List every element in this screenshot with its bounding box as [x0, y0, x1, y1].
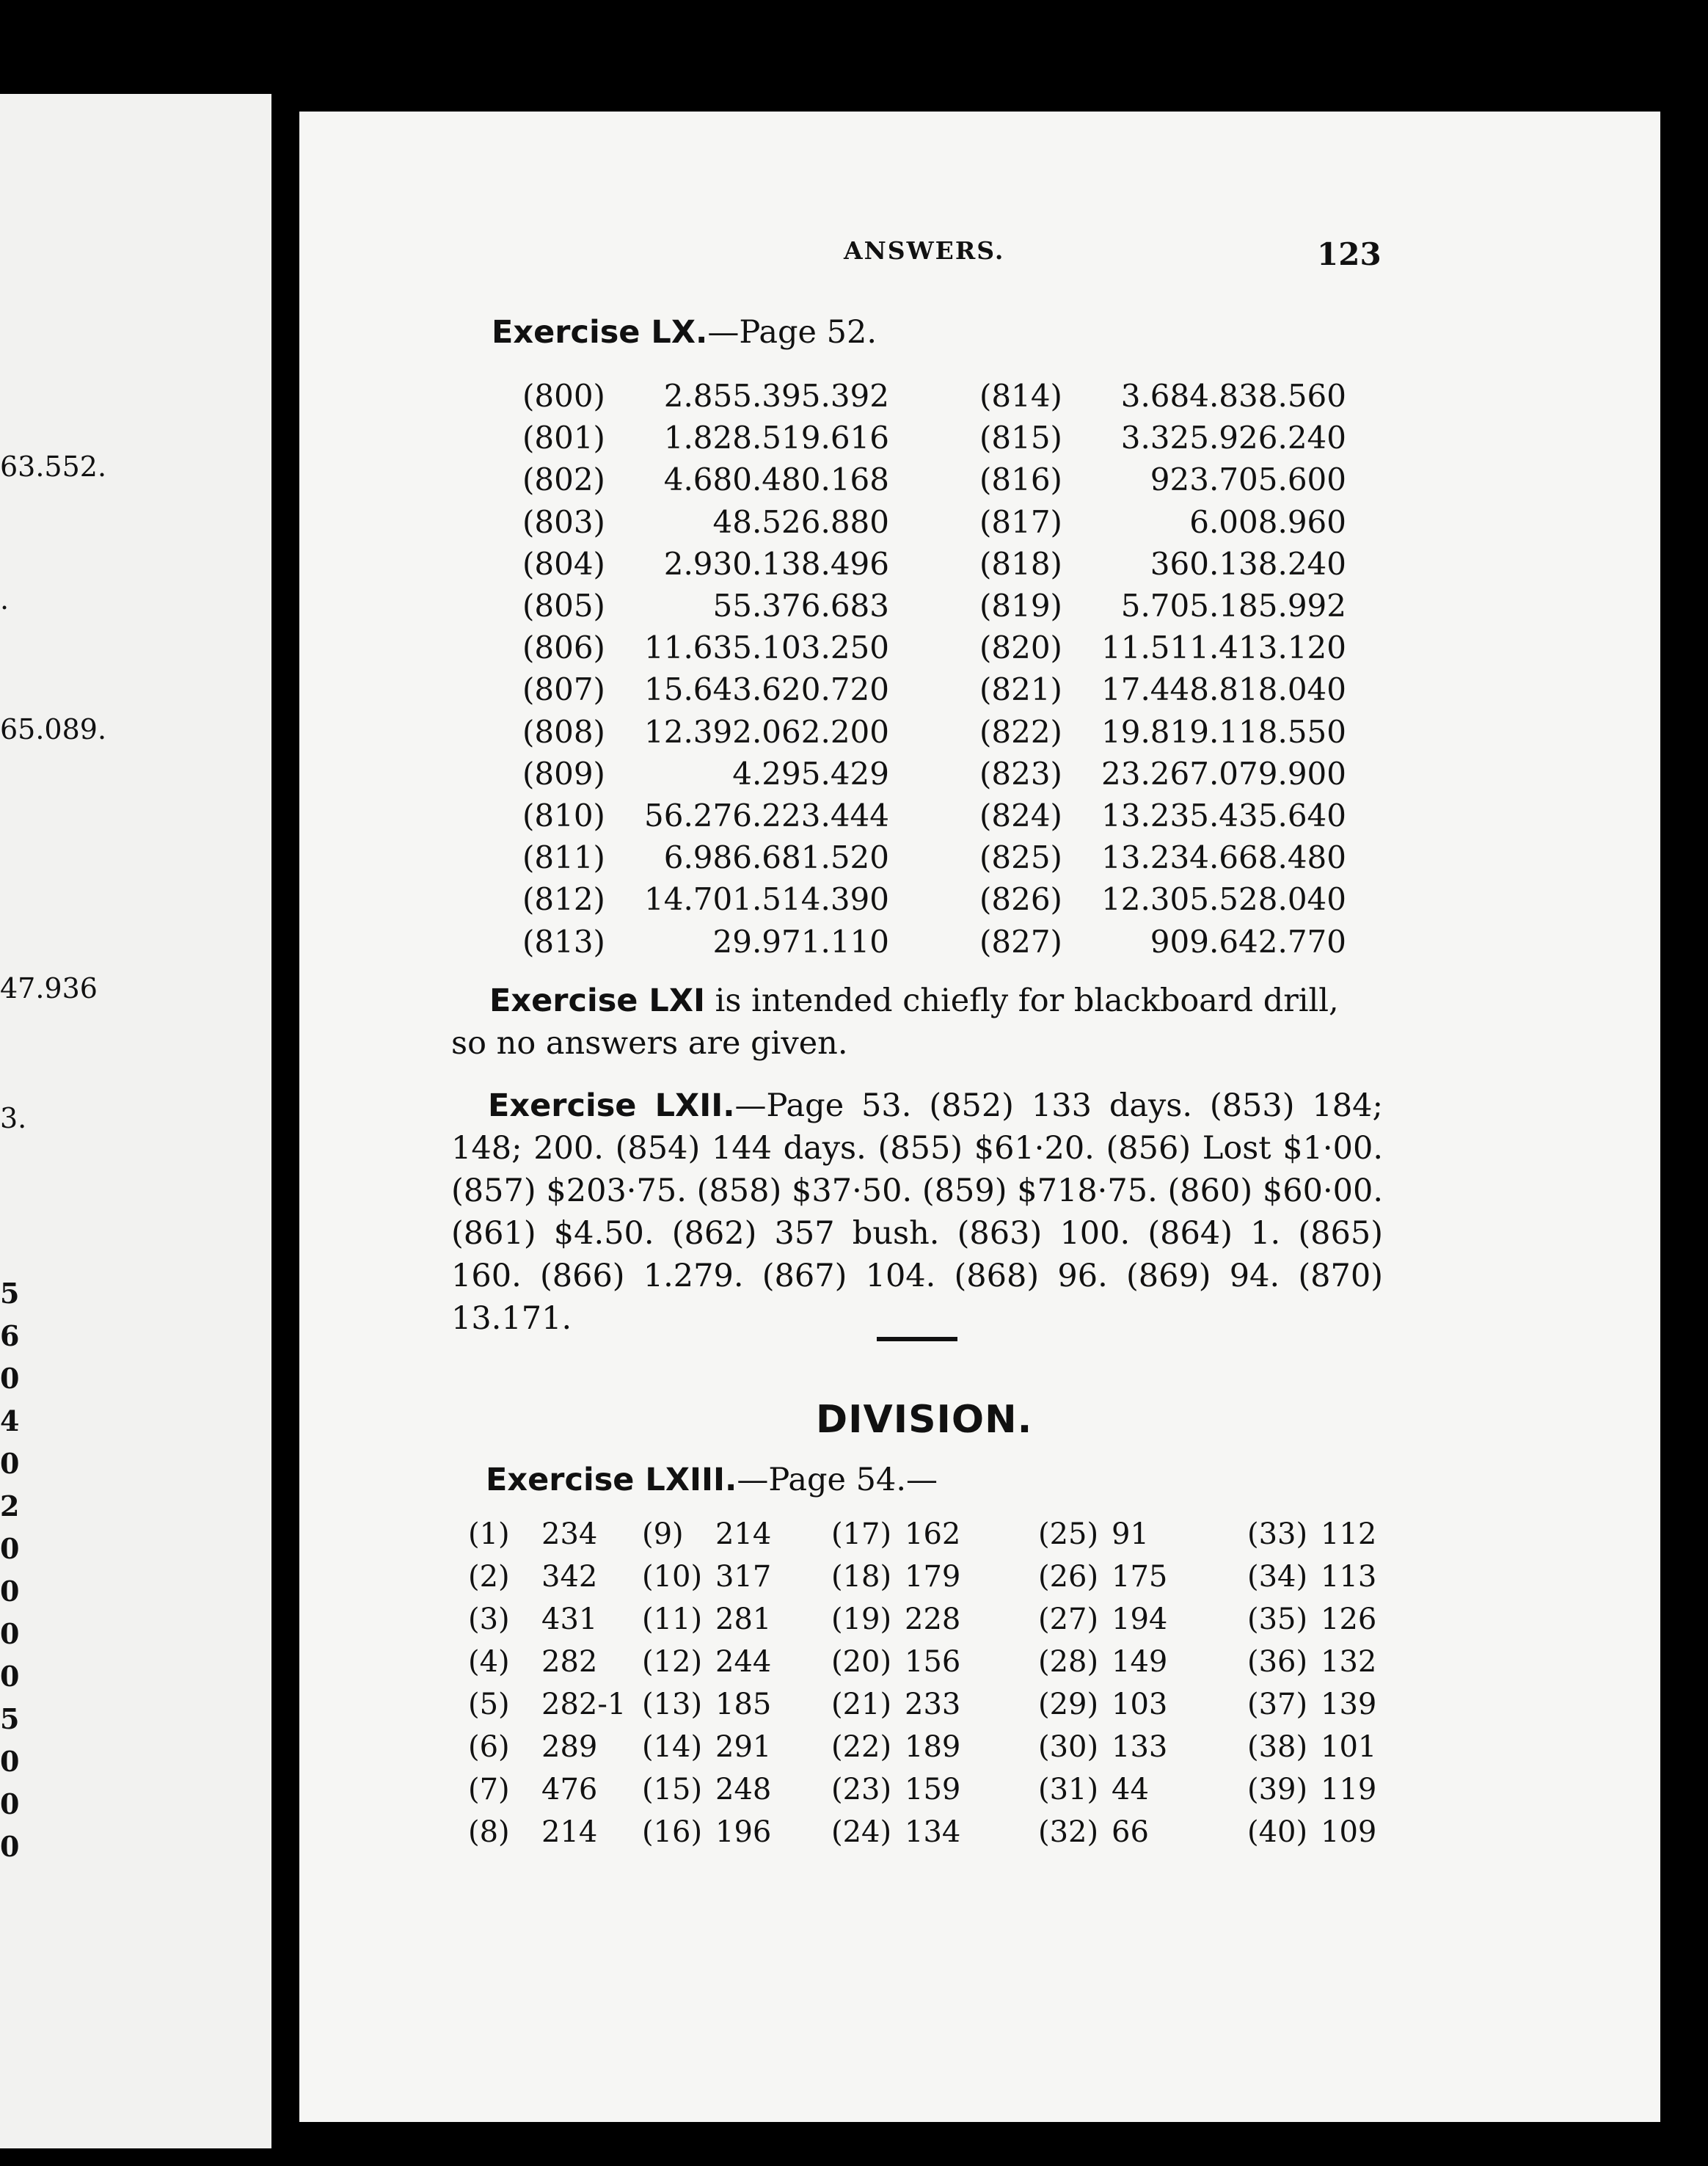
- division-answer: [1247, 1815, 1394, 1849]
- answer-row: [979, 798, 1346, 834]
- division-answer-value: 156: [905, 1645, 961, 1679]
- answer-number: (820): [979, 630, 1062, 666]
- division-answer-value: 139: [1321, 1688, 1377, 1721]
- answer-value: 909.642.770: [1150, 923, 1346, 960]
- division-answer-number: (2): [468, 1560, 510, 1594]
- division-answer-number: (30): [1038, 1730, 1099, 1764]
- division-answer-value: 282: [541, 1645, 598, 1679]
- answer-value: 2.855.395.392: [663, 378, 889, 414]
- answer-value: 19.819.118.550: [1101, 713, 1346, 750]
- division-answer-number: (18): [831, 1560, 892, 1594]
- division-answer-value: 149: [1112, 1645, 1168, 1679]
- division-answer: [831, 1688, 978, 1721]
- answer-value: 13.235.435.640: [1101, 798, 1346, 834]
- answer-value: 4.295.429: [732, 755, 889, 792]
- division-answer-number: (38): [1247, 1730, 1308, 1764]
- answer-row: [979, 924, 1346, 960]
- section-divider: [877, 1337, 957, 1341]
- division-answer-value: 44: [1112, 1773, 1149, 1806]
- answer-row: [522, 839, 889, 875]
- page-number: 123: [1317, 236, 1382, 272]
- division-answer-number: (20): [831, 1645, 892, 1679]
- division-answer-number: (39): [1247, 1773, 1308, 1806]
- division-answer: [642, 1688, 789, 1721]
- division-answer-value: 103: [1112, 1688, 1168, 1721]
- division-answer-number: (34): [1247, 1560, 1308, 1594]
- answer-value: 11.635.103.250: [644, 630, 889, 666]
- previous-page-fragment: .: [0, 583, 10, 616]
- division-answer-value: 289: [541, 1730, 598, 1764]
- answer-number: (802): [522, 462, 605, 498]
- division-answer-number: (36): [1247, 1645, 1308, 1679]
- answer-row: [522, 714, 889, 750]
- previous-page-digit: 0: [0, 1447, 20, 1480]
- answer-number: (809): [522, 755, 605, 792]
- answer-value: 17.448.818.040: [1101, 671, 1346, 708]
- answer-row: [979, 714, 1346, 750]
- answer-number: (801): [522, 420, 605, 456]
- previous-page-digit: 4: [0, 1404, 20, 1437]
- division-answer-value: 112: [1321, 1517, 1377, 1551]
- division-answer: [642, 1602, 789, 1636]
- division-answer-value: 119: [1321, 1773, 1377, 1806]
- exercise-lxi-text: is intended chiefly for blackboard drill, so no answers are given.: [451, 982, 1339, 1062]
- division-answer: [1038, 1645, 1185, 1679]
- answer-row: [522, 924, 889, 960]
- division-answer-number: (25): [1038, 1517, 1099, 1551]
- answer-number: (804): [522, 545, 605, 582]
- division-answer-number: (22): [831, 1730, 892, 1764]
- division-answer-value: 244: [715, 1645, 772, 1679]
- answer-number: (814): [979, 378, 1062, 414]
- division-answer-value: 101: [1321, 1730, 1377, 1764]
- exercise-lxi-title: Exercise LXI: [489, 982, 705, 1019]
- division-answer-value: 233: [905, 1688, 961, 1721]
- division-answer-value: 248: [715, 1773, 772, 1806]
- answer-row: [979, 462, 1346, 497]
- previous-page-digit: 0: [0, 1660, 20, 1693]
- answer-number: (827): [979, 923, 1062, 960]
- previous-page-digit: 6: [0, 1319, 20, 1352]
- running-head: ANSWERS.: [844, 236, 1005, 265]
- exercise-lxii-paragraph: [451, 1084, 1383, 1340]
- division-answer: [1038, 1773, 1185, 1806]
- answer-value: 360.138.240: [1150, 545, 1346, 582]
- answer-row: [979, 420, 1346, 456]
- division-answer: [1247, 1730, 1394, 1764]
- answer-row: [522, 546, 889, 582]
- division-answer: [468, 1560, 615, 1594]
- answer-row: [522, 462, 889, 497]
- answer-number: (818): [979, 545, 1062, 582]
- answer-value: 11.511.413.120: [1101, 630, 1346, 666]
- division-answer: [468, 1517, 615, 1551]
- division-answer: [1038, 1815, 1185, 1849]
- answer-value: 3.684.838.560: [1120, 378, 1346, 414]
- answer-row: [522, 588, 889, 624]
- division-answer: [1038, 1688, 1185, 1721]
- previous-page-digit: 0: [0, 1532, 20, 1565]
- answer-number: (823): [979, 755, 1062, 792]
- division-answer-value: 162: [905, 1517, 961, 1551]
- answer-value: 1.828.519.616: [663, 420, 889, 456]
- answer-row: [522, 881, 889, 917]
- answer-row: [979, 504, 1346, 540]
- division-answer-number: (8): [468, 1815, 510, 1849]
- answer-value: 15.643.620.720: [644, 671, 889, 708]
- division-answer: [642, 1560, 789, 1594]
- previous-page-fragment: 63.552.: [0, 451, 107, 483]
- previous-page-digit: 0: [0, 1745, 20, 1778]
- answer-row: [979, 546, 1346, 582]
- answer-value: 23.267.079.900: [1101, 755, 1346, 792]
- division-answer-value: 179: [905, 1560, 961, 1594]
- division-answer-number: (37): [1247, 1688, 1308, 1721]
- division-answer: [642, 1517, 789, 1551]
- answer-row: [522, 671, 889, 707]
- answer-number: (803): [522, 503, 605, 540]
- division-answer-number: (23): [831, 1773, 892, 1806]
- division-answer-value: 196: [715, 1815, 772, 1849]
- division-answer: [831, 1517, 978, 1551]
- division-answer-number: (29): [1038, 1688, 1099, 1721]
- answer-number: (821): [979, 671, 1062, 708]
- division-answer-value: 214: [715, 1517, 772, 1551]
- division-answer-value: 317: [715, 1560, 772, 1594]
- division-answer: [831, 1815, 978, 1849]
- answer-number: (817): [979, 503, 1062, 540]
- division-answer-value: 281: [715, 1602, 772, 1636]
- exercise-lxiii-page-ref: —Page 54.—: [737, 1462, 938, 1498]
- answer-value: 6.008.960: [1189, 503, 1346, 540]
- division-answer: [1247, 1773, 1394, 1806]
- division-answer: [468, 1645, 615, 1679]
- division-answer: [1247, 1560, 1394, 1594]
- division-answer-number: (16): [642, 1815, 703, 1849]
- answer-number: (810): [522, 798, 605, 834]
- division-answer: [468, 1815, 615, 1849]
- division-answer-number: (35): [1247, 1602, 1308, 1636]
- answer-number: (812): [522, 881, 605, 918]
- answer-value: 3.325.926.240: [1120, 420, 1346, 456]
- answer-number: (808): [522, 713, 605, 750]
- answer-number: (824): [979, 798, 1062, 834]
- answer-row: [522, 798, 889, 834]
- division-answer-value: 175: [1112, 1560, 1168, 1594]
- previous-page-digit: 0: [0, 1362, 20, 1395]
- division-answer-number: (14): [642, 1730, 703, 1764]
- previous-page: [0, 94, 271, 2148]
- exercise-lxiii-heading: [486, 1462, 938, 1498]
- division-answer: [642, 1730, 789, 1764]
- previous-page-fragment: 47.936: [0, 972, 98, 1004]
- division-answer: [468, 1730, 615, 1764]
- answer-row: [522, 504, 889, 540]
- answer-row: [979, 630, 1346, 666]
- answer-row: [979, 756, 1346, 792]
- division-answer: [468, 1688, 627, 1721]
- division-answer-value: 291: [715, 1730, 772, 1764]
- exercise-lxi-paragraph: [451, 980, 1383, 1065]
- division-answer-value: 66: [1112, 1815, 1149, 1849]
- division-answer-number: (4): [468, 1645, 510, 1679]
- division-answer: [1038, 1560, 1185, 1594]
- answer-value: 6.986.681.520: [663, 839, 889, 876]
- division-answer-number: (12): [642, 1645, 703, 1679]
- division-answer-value: 194: [1112, 1602, 1168, 1636]
- answer-row: [979, 881, 1346, 917]
- answer-value: 12.305.528.040: [1101, 881, 1346, 918]
- exercise-lx-heading: [492, 314, 877, 351]
- division-answer-value: 91: [1112, 1517, 1149, 1551]
- previous-page-digit: 0: [0, 1787, 20, 1820]
- division-answer: [642, 1773, 789, 1806]
- division-answer: [831, 1602, 978, 1636]
- division-answer-number: (21): [831, 1688, 892, 1721]
- division-answer: [1247, 1688, 1394, 1721]
- answer-number: (800): [522, 378, 605, 414]
- division-answer-value: 234: [541, 1517, 598, 1551]
- division-answer: [468, 1773, 615, 1806]
- division-answer-number: (15): [642, 1773, 703, 1806]
- division-answer: [831, 1773, 978, 1806]
- answer-number: (813): [522, 923, 605, 960]
- answer-value: 923.705.600: [1150, 462, 1346, 498]
- answer-value: 56.276.223.444: [644, 798, 889, 834]
- division-answer-value: 214: [541, 1815, 598, 1849]
- answer-value: 55.376.683: [712, 588, 889, 624]
- division-answer-number: (1): [468, 1517, 510, 1551]
- previous-page-digit: 0: [0, 1830, 20, 1863]
- division-answer-number: (10): [642, 1560, 703, 1594]
- answer-row: [522, 756, 889, 792]
- answer-row: [522, 420, 889, 456]
- exercise-lx-title: Exercise LX.: [492, 314, 708, 351]
- answer-row: [979, 378, 1346, 414]
- previous-page-fragment: 65.089.: [0, 713, 107, 745]
- answer-number: (815): [979, 420, 1062, 456]
- answer-number: (805): [522, 588, 605, 624]
- answer-row: [979, 588, 1346, 624]
- division-answer: [1247, 1517, 1394, 1551]
- division-answer: [831, 1645, 978, 1679]
- division-answer-value: 113: [1321, 1560, 1377, 1594]
- answer-row: [522, 378, 889, 414]
- division-answer: [1038, 1517, 1185, 1551]
- answer-value: 4.680.480.168: [663, 462, 889, 498]
- answer-row: [522, 630, 889, 666]
- division-answer-number: (6): [468, 1730, 510, 1764]
- answer-value: 48.526.880: [712, 503, 889, 540]
- division-answer-number: (32): [1038, 1815, 1099, 1849]
- division-answer-value: 159: [905, 1773, 961, 1806]
- answer-value: 14.701.514.390: [644, 881, 889, 918]
- division-answer-number: (19): [831, 1602, 892, 1636]
- division-answer-value: 185: [715, 1688, 772, 1721]
- division-answer-number: (28): [1038, 1645, 1099, 1679]
- answer-row: [979, 839, 1346, 875]
- division-answer-number: (11): [642, 1602, 703, 1636]
- answer-value: 12.392.062.200: [644, 713, 889, 750]
- division-answer-number: (13): [642, 1688, 703, 1721]
- division-answer-number: (9): [642, 1517, 684, 1551]
- division-answer-value: 134: [905, 1815, 961, 1849]
- division-answer-value: 109: [1321, 1815, 1377, 1849]
- division-answer: [468, 1602, 615, 1636]
- division-answer: [642, 1815, 789, 1849]
- division-answer-number: (31): [1038, 1773, 1099, 1806]
- division-answer-number: (33): [1247, 1517, 1308, 1551]
- answer-value: 29.971.110: [712, 923, 889, 960]
- division-answer: [642, 1645, 789, 1679]
- division-answer-number: (3): [468, 1602, 510, 1636]
- answer-value: 5.705.185.992: [1120, 588, 1346, 624]
- previous-page-fragment: 3.: [0, 1102, 27, 1134]
- division-answer: [1247, 1602, 1394, 1636]
- division-answer-value: 133: [1112, 1730, 1168, 1764]
- division-section-title: DIVISION.: [816, 1398, 1033, 1442]
- exercise-lx-page-ref: —Page 52.: [707, 314, 877, 351]
- previous-page-digit: 0: [0, 1617, 20, 1650]
- answer-number: (826): [979, 881, 1062, 918]
- previous-page-digit: 5: [0, 1702, 20, 1735]
- exercise-lxii-text: —Page 53. (852) 133 days. (853) 184; 148; 200. (854) 144 days. (855) $61·20. (856) Lost $1·00. (857) $203·75. (858) $37·50. (859) $718·75. (860) $60·00. (861) $4.50. (862) 357 bush. (863) 100. (864) 1. (865) 160. (866) 1.279. (867) 104. (868) 96. (869) 94. (870) 13.171.: [451, 1087, 1383, 1337]
- division-answer-number: (27): [1038, 1602, 1099, 1636]
- answer-number: (825): [979, 839, 1062, 876]
- division-answer: [831, 1730, 978, 1764]
- answer-value: 2.930.138.496: [663, 545, 889, 582]
- division-answer-value: 476: [541, 1773, 598, 1806]
- division-answer-number: (17): [831, 1517, 892, 1551]
- answer-number: (816): [979, 462, 1062, 498]
- division-answer-number: (26): [1038, 1560, 1099, 1594]
- previous-page-digit: 2: [0, 1489, 20, 1523]
- division-answer-number: (24): [831, 1815, 892, 1849]
- answer-number: (811): [522, 839, 605, 876]
- answer-value: 13.234.668.480: [1101, 839, 1346, 876]
- division-answer-value: 282-1: [541, 1688, 627, 1721]
- previous-page-digit: 0: [0, 1575, 20, 1608]
- answer-number: (807): [522, 671, 605, 708]
- division-answer-value: 431: [541, 1602, 598, 1636]
- previous-page-digit: 5: [0, 1277, 20, 1310]
- division-answer-value: 189: [905, 1730, 961, 1764]
- answer-number: (822): [979, 713, 1062, 750]
- division-answer-value: 342: [541, 1560, 598, 1594]
- exercise-lxiii-title: Exercise LXIII.: [486, 1462, 737, 1498]
- exercise-lxii-title: Exercise LXII.: [488, 1087, 735, 1124]
- division-answer-number: (5): [468, 1688, 510, 1721]
- division-answer-value: 228: [905, 1602, 961, 1636]
- division-answer: [831, 1560, 978, 1594]
- answer-number: (819): [979, 588, 1062, 624]
- division-answer: [1247, 1645, 1394, 1679]
- answer-row: [979, 671, 1346, 707]
- division-answer-value: 126: [1321, 1602, 1377, 1636]
- division-answer: [1038, 1730, 1185, 1764]
- division-answer-value: 132: [1321, 1645, 1377, 1679]
- answer-number: (806): [522, 630, 605, 666]
- division-answer-number: (40): [1247, 1815, 1308, 1849]
- division-answer: [1038, 1602, 1185, 1636]
- division-answer-number: (7): [468, 1773, 510, 1806]
